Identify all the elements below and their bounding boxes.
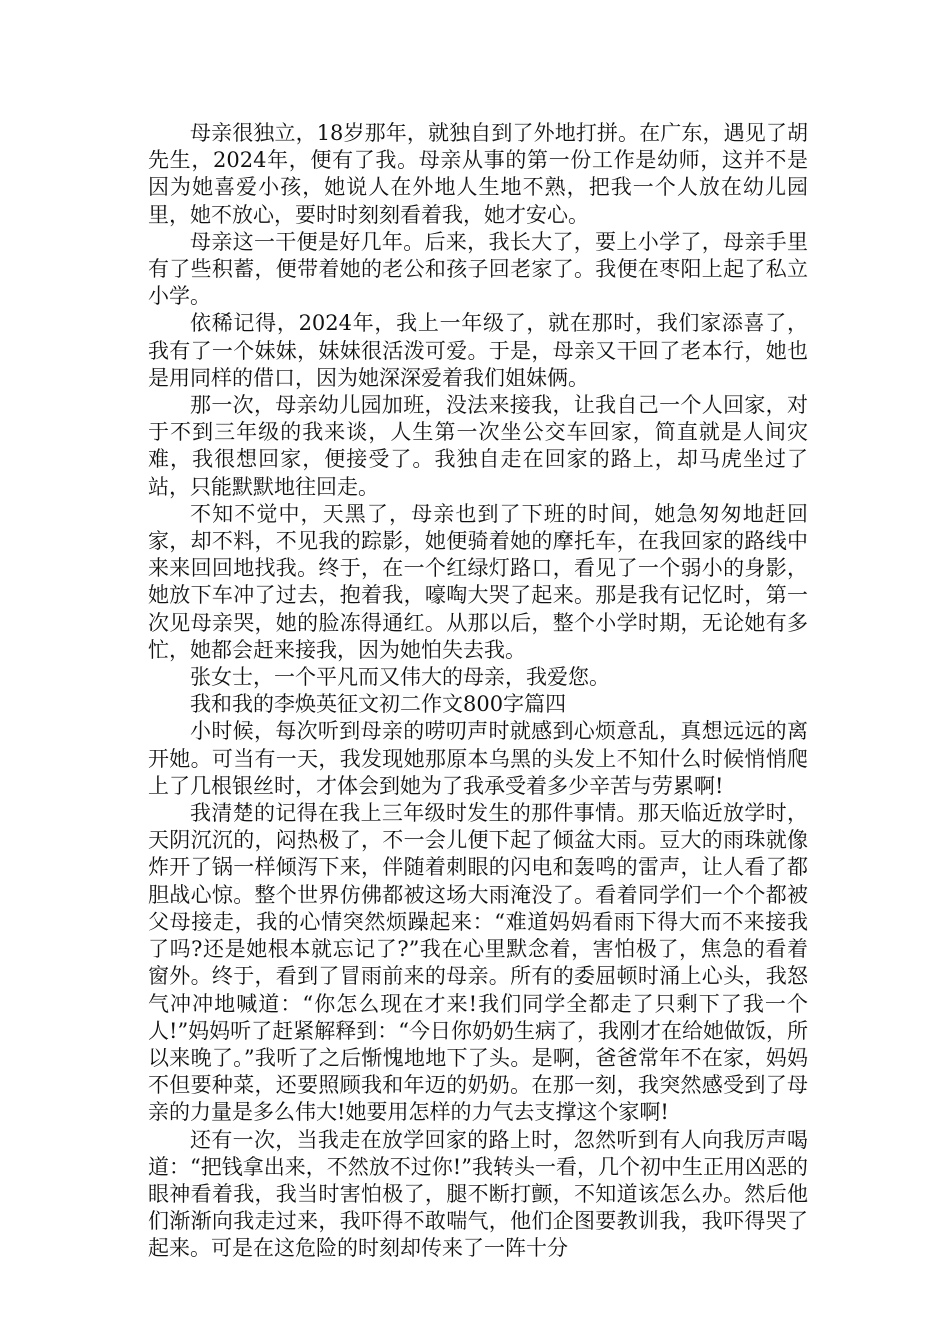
paragraph-9: 还有一次，当我走在放学回家的路上时，忽然听到有人向我厉声喝道：“把钱拿出来，不然放不过你!”我转头一看，几个初中生正用凶恶的眼神看着我，我当时害怕极了，腿不断打颤，不知道该怎么办。然后他们渐渐向我走过来，我吓得不敢喘气，他们企图要教训我，我吓得哭了起来。可是在这危险的时刻却传来了一阵十分 [148,1127,808,1261]
paragraph-3: 依稀记得，2024年，我上一年级了，就在那时，我们家添喜了，我有了一个妹妹，妹妹很活泼可爱。于是，母亲又干回了老本行，她也是用同样的借口，因为她深深爱着我们姐妹俩。 [148,311,808,390]
document-body [148,120,808,1263]
paragraph-6: 张女士，一个平凡而又伟大的母亲，我爱您。 [190,665,610,690]
paragraph-2: 母亲这一干便是好几年。后来，我长大了，要上小学了，母亲手里有了些积蓄，便带着她的老公和孩子回老家了。我便在枣阳上起了私立小学。 [148,229,808,309]
paragraph-1: 母亲很独立，18岁那年，就独自到了外地打拼。在广东，遇见了胡先生，2024年，便有了我。母亲从事的第一份工作是幼师，这并不是因为她喜爱小孩，她说人在外地人生地不熟，把我一个人放在幼儿园里，她不放心，要时时刻刻看着我，她才安心。 [148,121,808,227]
paragraph-8: 我清楚的记得在我上三年级时发生的那件事情。那天临近放学时，天阴沉沉的，闷热极了，不一会儿便下起了倾盆大雨。豆大的雨珠就像炸开了锅一样倾泻下来，伴随着刺眼的闪电和轰鸣的雷声，让人看了都胆战心惊。整个世界仿佛都被这场大雨淹没了。看着同学们一个个都被父母接走，我的心情突然烦躁起来：“难道妈妈看雨下得大而不来接我了吗?还是她根本就忘记了?”我在心里默念着，害怕极了，焦急的看着窗外。终于，看到了冒雨前来的母亲。所有的委屈顿时涌上心头，我怒气冲冲地喊道：“你怎么现在才来!我们同学全都走了只剩下了我一个人!”妈妈听了赶紧解释到：“今日你奶奶生病了，我刚才在给她做饭，所以来晚了。”我听了之后惭愧地地下了头。是啊，爸爸常年不在家，妈妈不但要种菜，还要照顾我和年迈的奶奶。在那一刻，我突然感受到了母亲的力量是多么伟大!她要用怎样的力气去支撑这个家啊! [148,801,808,1125]
paragraph-7: 小时候，每次听到母亲的唠叨声时就感到心烦意乱，真想远远的离开她。可当有一天，我发现她那原本乌黑的头发上不知什么时候悄悄爬上了几根银丝时，才体会到她为了我承受着多少辛苦与劳累啊! [148,719,808,798]
paragraph-5: 不知不觉中，天黑了，母亲也到了下班的时间，她急匆匆地赶回家，却不料，不见我的踪影，她便骑着她的摩托车，在我回家的路线中来来回回地找我。终于，在一个红绿灯路口，看见了一个弱小的身影，她放下车冲了过去，抱着我，嚎啕大哭了起来。那是我有记忆时，第一次见母亲哭，她的脸冻得通红。从那以后，整个小学时期，无论她有多忙，她都会赶来接我，因为她怕失去我。 [148,501,808,662]
section-heading: 我和我的李焕英征文初二作文800字篇四 [190,692,567,717]
paragraph-4: 那一次，母亲幼儿园加班，没法来接我，让我自己一个人回家，对于不到三年级的我来谈，人生第一次坐公交车回家，简直就是人间灾难，我很想回家，便接受了。我独自走在回家的路上，却马虎坐过了站，只能默默地往回走。 [148,393,808,499]
